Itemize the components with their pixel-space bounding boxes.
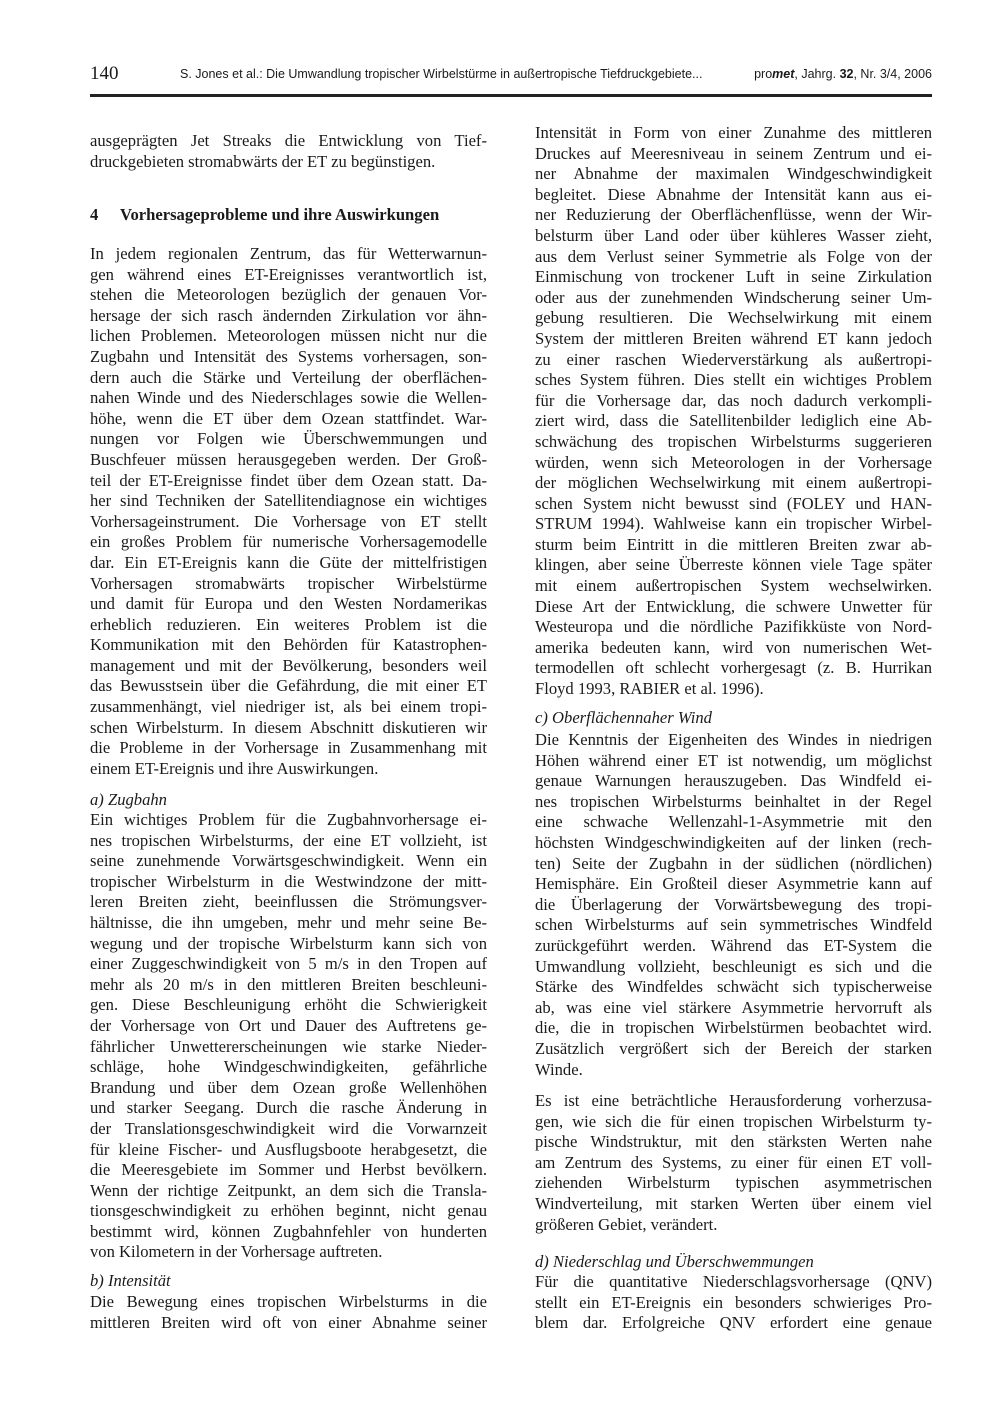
text-line: gen während eines ET-Ereignisses verantwortlich ist,: [90, 264, 487, 284]
text-line: einer Zuggeschwindigkeit von 5 m/s in den Tropen auf: [90, 954, 487, 974]
text-line: ein großes Problem für numerische Vorhersagemodelle: [90, 532, 487, 552]
text-line: Druckes auf Meeresniveau in seinem Zentrum und ei-: [535, 143, 932, 163]
text-line: teil der ET-Ereignisse findet über dem Ozean statt. Da-: [90, 470, 487, 490]
text-line: mit einem außertropischen System wechselwirken.: [535, 576, 932, 596]
text-line: dern auch die Stärke und Verteilung der oberflächen-: [90, 367, 487, 387]
text-line: für die Vorhersage dar, das noch dadurch verkompli-: [535, 390, 932, 410]
text-line: Zugbahn und Intensität des Systems vorhersagen, son-: [90, 346, 487, 366]
text-line: ner Abnahme der maximalen Windgeschwindigkeit: [535, 164, 932, 184]
text-line: tropischer Wirbelsturm in die Westwindzone der mitt-: [90, 871, 487, 891]
text-line: und starker Seegang. Durch die rasche Änderung in: [90, 1098, 487, 1118]
text-line: Westeuropa und die nördliche Pazifikküste von Nord-: [535, 617, 932, 637]
text-line: Hemisphäre. Ein Großteil dieser Asymmetrie kann auf: [535, 874, 932, 894]
paragraph: [90, 244, 487, 779]
text-line: nes tropischen Wirbelsturms, der eine ET vollzieht, ist: [90, 830, 487, 850]
text-line: der möglichen Wechselwirkung mit einem außertropi-: [535, 473, 932, 493]
journal-issue: , Nr. 3/4, 2006: [853, 67, 932, 81]
text-line: Buschfeuer müssen herausgegeben werden. Der Groß-: [90, 449, 487, 469]
text-line: gen. Diese Beschleunigung erhöht die Schwierigkeit: [90, 995, 487, 1015]
text-line: Vorhersageinstrument. Die Vorhersage von ET stellt: [90, 511, 487, 531]
text-line: Stärke des Windfeldes schwächt sich typischerweise: [535, 977, 932, 997]
text-line: amerika bedeuten kann, wird von numerischen Wet-: [535, 637, 932, 657]
text-line: klingen, aber seine Überreste können viele Tage später: [535, 555, 932, 575]
page-number: 140: [90, 63, 119, 84]
text-line: der Vorhersage von Ort und Dauer des Auftretens ge-: [90, 1015, 487, 1035]
text-line: Für die quantitative Niederschlagsvorhersage (QNV): [535, 1272, 932, 1291]
text-line: genaue Warnungen herauszugeben. Das Windfeld ei-: [535, 771, 932, 791]
text-line: ten) Seite der Zugbahn in der südlichen (nördlichen): [535, 853, 932, 873]
text-line: oder aus der zunehmenden Windscherung seiner Um-: [535, 287, 932, 307]
text-line: Wenn der richtige Zeitpunkt, an dem sich die Transla-: [90, 1180, 487, 1200]
text-line: Brandung und über dem Ozean große Wellenhöhen: [90, 1077, 487, 1097]
paragraph: [535, 730, 932, 1080]
text-line: System der mittleren Breiten während ET kann jedoch: [535, 328, 932, 348]
text-line: Es ist eine beträchtliche Herausforderung vorherzusa-: [535, 1091, 932, 1110]
text-line: Floyd 1993, RABIER et al. 1996).: [535, 679, 764, 699]
text-line: stellt ein ET-Ereignis ein besonders schwieriges Pro-: [535, 1292, 932, 1312]
text-line: Ein wichtiges Problem für die Zugbahnvorhersage ei-: [90, 810, 487, 829]
paragraph: [90, 1292, 487, 1333]
text-line: Umwandlung vollzieht, beschleunigt es sich und die: [535, 956, 932, 976]
paragraph: [535, 1272, 932, 1334]
journal-brand: met: [772, 67, 795, 81]
text-line: wegung und der tropische Wirbelsturm kann sich von: [90, 933, 487, 953]
text-line: für kleine Fischer- und Ausflugsboote herabgesetzt, die: [90, 1139, 487, 1159]
text-line: druckgebieten stromabwärts der ET zu begünstigen.: [90, 151, 436, 171]
text-line: sches System führen. Dies stellt ein wichtiges Problem: [535, 370, 932, 390]
text-line: schen System nicht bewusst sind (FOLEY und HAN-: [535, 493, 932, 513]
journal-citation: [754, 67, 932, 81]
text-line: ziert wird, dass die Satellitenbilder lediglich eine Ab-: [535, 411, 932, 431]
text-line: hältnisse, die ihn umgeben, mehr und mehr seine Be-: [90, 912, 487, 932]
text-line: pische Windstruktur, mit den stärksten Werten nahe: [535, 1132, 932, 1152]
text-line: nungen vor Folgen wie Überschwemmungen und: [90, 429, 487, 449]
header-rule: [90, 94, 932, 97]
text-line: schen Wirbelsturm. In diesem Abschnitt diskutieren wir: [90, 717, 487, 737]
text-line: blem dar. Erfolgreiche QNV erfordert eine genaue: [535, 1313, 932, 1333]
text-line: Höhen während einer ET ist notwendig, um möglichst: [535, 750, 932, 770]
text-line: die Probleme in der Vorhersage in Zusammenhang mit: [90, 738, 487, 758]
text-line: Winde.: [535, 1059, 583, 1079]
text-line: termodellen oft schlecht vorhergesagt (z. B. Hurrikan: [535, 658, 932, 678]
text-line: einem ET-Ereignis und ihre Auswirkungen.: [90, 758, 379, 778]
text-line: am Zentrum des Systems, zu einer für einen ET voll-: [535, 1152, 932, 1172]
journal-volume: 32: [839, 67, 854, 81]
text-line: management und mit der Bevölkerung, besonders weil: [90, 655, 487, 675]
text-line: STRUM 1994). Wahlweise kann ein tropischer Wirbel-: [535, 514, 932, 534]
text-line: leren Breiten zieht, beeinflussen die Strömungsver-: [90, 892, 487, 912]
text-line: die, die in tropischen Wirbelstürmen beobachtet wird.: [535, 1018, 932, 1038]
subsection-heading-b: b) Intensität: [90, 1271, 171, 1290]
journal-prefix: pro: [754, 67, 773, 81]
text-line: Einmischung von trockener Luft in seine Zirkulation: [535, 267, 932, 287]
text-line: gen, wie sich die für einen tropischen Wirbelsturm ty-: [535, 1111, 932, 1131]
text-line: begleitet. Diese Abnahme der Intensität kann aus ei-: [535, 184, 932, 204]
section-number: 4: [90, 205, 99, 224]
text-line: Die Bewegung eines tropischen Wirbelsturms in die: [90, 1292, 487, 1311]
text-line: zurückgeführt werden. Während das ET-System die: [535, 935, 932, 955]
text-line: Windverteilung, mit starken Werten über einem viel: [535, 1193, 932, 1213]
running-title: S. Jones et al.: Die Umwandlung tropischer Wirbelstürme in außertropische Tiefdruckgebiete...: [180, 67, 703, 81]
text-line: hersage der sich rasch ändernden Zirkulation vor ähn-: [90, 305, 487, 325]
text-line: stehen die Meteorologen bezüglich der genauen Vor-: [90, 285, 487, 305]
text-line: ziehenden Wirbelsturm typischen asymmetrischen: [535, 1173, 932, 1193]
text-line: fährlicher Unwettererscheinungen wie starke Nieder-: [90, 1036, 487, 1056]
text-line: sturm beim Eintritt in die mittleren Breiten zwar ab-: [535, 534, 932, 554]
text-line: nahen Winde und des Niederschlages sowie die Wellen-: [90, 388, 487, 408]
subsection-heading-d: d) Niederschlag und Überschwemmungen: [535, 1252, 814, 1271]
text-line: Zusätzlich vergrößert sich der Bereich der starken: [535, 1038, 932, 1058]
text-line: schwächung des tropischen Wirbelsturms suggerieren: [535, 431, 932, 451]
text-line: erheblich reduzieren. Ein weiteres Problem ist die: [90, 614, 487, 634]
paragraph: [90, 131, 487, 172]
text-line: seine zunehmende Vorwärtsgeschwindigkeit. Wenn ein: [90, 851, 487, 871]
text-line: eine schwache Wellenzahl-1-Asymmetrie mit den: [535, 812, 932, 832]
text-line: Vorhersagen stromabwärts tropischer Wirbelstürme: [90, 573, 487, 593]
text-line: der Translationsgeschwindigkeit wird die Vorwarnzeit: [90, 1118, 487, 1138]
journal-mid: , Jahrg.: [794, 67, 840, 81]
subsection-heading-a: a) Zugbahn: [90, 790, 167, 809]
text-line: In jedem regionalen Zentrum, das für Wetterwarnun-: [90, 244, 487, 263]
text-line: bestimmt wird, können Zugbahnfehler von hunderten: [90, 1221, 487, 1241]
text-line: und damit für Europa und den Westen Nordamerikas: [90, 594, 487, 614]
text-line: ab, was eine viel stärkere Asymmetrie hervorruft als: [535, 997, 932, 1017]
text-line: die Überlagerung der Vorwärtsbewegung des tropi-: [535, 894, 932, 914]
paragraph: [535, 123, 932, 700]
text-line: mehr als 20 m/s in den mittleren Breiten beschleuni-: [90, 974, 487, 994]
text-line: dar. Ein ET-Ereignis kann die Güte der mittelfristigen: [90, 552, 487, 572]
text-line: ausgeprägten Jet Streaks die Entwicklung von Tief-: [90, 131, 487, 150]
subsection-heading-c: c) Oberflächennaher Wind: [535, 708, 712, 727]
text-line: mittleren Breiten wird oft von einer Abnahme seiner: [90, 1312, 487, 1332]
text-line: gebung resultieren. Die Wechselwirkung mit einem: [535, 308, 932, 328]
text-line: tionsgeschwindigkeit zu erhöhen beginnt, nicht genau: [90, 1201, 487, 1221]
text-line: höhe, wenn die ET über dem Ozean stattfindet. War-: [90, 408, 487, 428]
text-line: Diese Art der Entwicklung, die schwere Unwetter für: [535, 596, 932, 616]
section-title: Vorhersageprobleme und ihre Auswirkungen: [120, 205, 440, 224]
text-line: würden, wenn sich Meteorologen in der Vorhersage: [535, 452, 932, 472]
text-line: Die Kenntnis der Eigenheiten des Windes in niedrigen: [535, 730, 932, 749]
text-line: größeren Gebiet, verändert.: [535, 1214, 718, 1234]
text-line: lichen Problemen. Meteorologen müssen nicht nur die: [90, 326, 487, 346]
text-line: von Kilometern in der Vorhersage auftreten.: [90, 1242, 383, 1262]
paragraph: [535, 1091, 932, 1235]
text-line: schläge, hohe Windgeschwindigkeiten, gefährliche: [90, 1057, 487, 1077]
text-line: aus dem Verlust seiner Symmetrie als Folge von der: [535, 246, 932, 266]
text-line: Intensität in Form von einer Zunahme des mittleren: [535, 123, 932, 142]
text-line: zusammenhängt, viel niedriger ist, als bei einem tropi-: [90, 697, 487, 717]
text-line: schen Wirbelsturms auf sein symmetrisches Windfeld: [535, 915, 932, 935]
section-heading: [90, 205, 487, 226]
paragraph: [90, 810, 487, 1263]
text-line: her sind Techniken der Satellitendiagnose ein wichtiges: [90, 491, 487, 511]
text-line: die Meeresgebiete im Sommer und Herbst bevölkern.: [90, 1160, 487, 1180]
text-line: Kommunikation mit den Behörden für Katastrophen-: [90, 635, 487, 655]
text-line: das Bewusstsein über die Gefährdung, die mit einer ET: [90, 676, 487, 696]
text-line: höchsten Windgeschwindigkeiten auf der linken (rech-: [535, 832, 932, 852]
text-line: nes tropischen Wirbelsturms beinhaltet in der Regel: [535, 791, 932, 811]
text-line: belsturm über Land oder über kühleres Wasser zieht,: [535, 225, 932, 245]
text-line: zu einer raschen Wiederverstärkung als außertropi-: [535, 349, 932, 369]
text-line: ner Reduzierung der Oberflächenflüsse, wenn der Wir-: [535, 205, 932, 225]
